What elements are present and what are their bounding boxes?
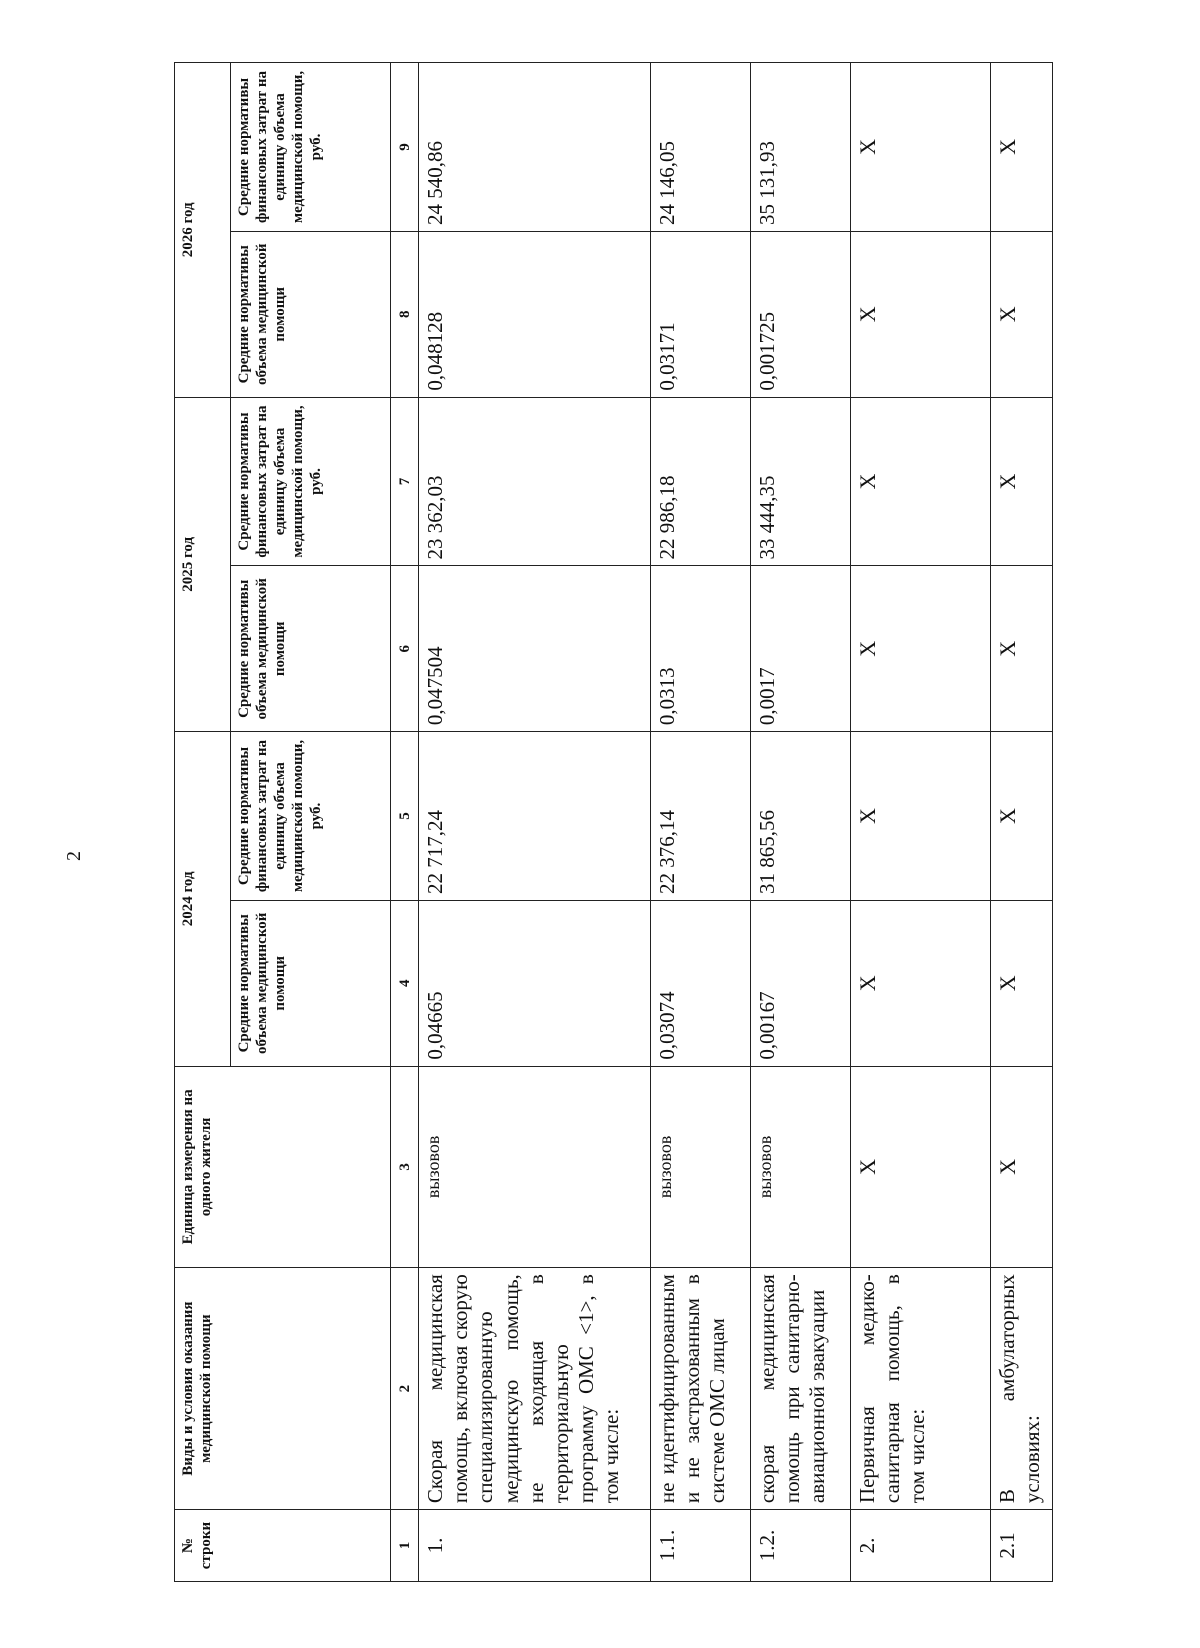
- table-row: [751, 63, 851, 1582]
- column-number: 2: [391, 1268, 419, 1510]
- header-cost-2024: Средние нормативы финансовых затрат на единицу объема медицинской помощи, руб.: [231, 732, 391, 901]
- cost-2024: X: [991, 732, 1053, 901]
- row-number: 2.: [851, 1510, 991, 1582]
- header-types: Виды и условия оказания медицинской помощи: [175, 1268, 391, 1510]
- volume-2025: 0,0313: [651, 566, 751, 732]
- cost-2025: 23 362,03: [419, 397, 651, 566]
- column-number-row: [391, 63, 419, 1582]
- volume-2026: X: [851, 231, 991, 397]
- volume-2025: X: [851, 566, 991, 732]
- volume-2025: 0,047504: [419, 566, 651, 732]
- header-volume-2026: Средние нормативы объема медицинской помощи: [231, 231, 391, 397]
- row-description: В амбулаторных условиях:: [991, 1268, 1053, 1510]
- row-unit: X: [851, 1066, 991, 1268]
- row-description: Скорая медицинская помощь, включая скорую специализированную медицинскую помощь, не входящая в территориальную программу ОМС <1>, в том числе:: [419, 1268, 651, 1510]
- volume-2024: 0,00167: [751, 900, 851, 1066]
- cost-2026: X: [991, 63, 1053, 232]
- volume-2024: 0,04665: [419, 900, 651, 1066]
- header-cost-2025: Средние нормативы финансовых затрат на единицу объема медицинской помощи, руб.: [231, 397, 391, 566]
- table-row: [851, 63, 991, 1582]
- rotated-table-container: [174, 62, 1052, 1582]
- page-number: 2: [62, 851, 85, 861]
- volume-2026: 0,03171: [651, 231, 751, 397]
- volume-2024: X: [991, 900, 1053, 1066]
- column-number: 7: [391, 397, 419, 566]
- volume-2024: 0,03074: [651, 900, 751, 1066]
- header-row-years: [175, 63, 231, 1582]
- column-number: 5: [391, 732, 419, 901]
- volume-2026: 0,001725: [751, 231, 851, 397]
- cost-2026: X: [851, 63, 991, 232]
- cost-2025: 22 986,18: [651, 397, 751, 566]
- volume-2024: X: [851, 900, 991, 1066]
- header-row-no: № строки: [175, 1510, 391, 1582]
- cost-2024: X: [851, 732, 991, 901]
- row-unit: X: [991, 1066, 1053, 1268]
- row-unit: вызовов: [751, 1066, 851, 1268]
- row-number: 2.1: [991, 1510, 1053, 1582]
- normatives-table: [174, 62, 1053, 1582]
- column-number: 6: [391, 566, 419, 732]
- column-number: 9: [391, 63, 419, 232]
- header-unit: Единица измерения на одного жителя: [175, 1066, 391, 1268]
- cost-2026: 24 540,86: [419, 63, 651, 232]
- row-unit: вызовов: [651, 1066, 751, 1268]
- header-cost-2026: Средние нормативы финансовых затрат на единицу объема медицинской помощи, руб.: [231, 63, 391, 232]
- row-description: скорая медицинская помощь при санитарно-авиационной эвакуации: [751, 1268, 851, 1510]
- cost-2026: 24 146,05: [651, 63, 751, 232]
- header-volume-2024: Средние нормативы объема медицинской помощи: [231, 900, 391, 1066]
- header-year-2025: 2025 год: [175, 397, 231, 732]
- column-number: 1: [391, 1510, 419, 1582]
- cost-2024: 31 865,56: [751, 732, 851, 901]
- cost-2024: 22 717,24: [419, 732, 651, 901]
- cost-2026: 35 131,93: [751, 63, 851, 232]
- row-number: 1.1.: [651, 1510, 751, 1582]
- volume-2025: X: [991, 566, 1053, 732]
- table-row: [419, 63, 651, 1582]
- cost-2024: 22 376,14: [651, 732, 751, 901]
- header-year-2026: 2026 год: [175, 63, 231, 398]
- table-row: [991, 63, 1053, 1582]
- cost-2025: X: [851, 397, 991, 566]
- header-year-2024: 2024 год: [175, 732, 231, 1067]
- row-number: 1.2.: [751, 1510, 851, 1582]
- row-description: не идентифицированным и не застрахованным в системе ОМС лицам: [651, 1268, 751, 1510]
- cost-2025: X: [991, 397, 1053, 566]
- volume-2026: 0,048128: [419, 231, 651, 397]
- volume-2025: 0,0017: [751, 566, 851, 732]
- row-description: Первичная медико-санитарная помощь, в том числе:: [851, 1268, 991, 1510]
- cost-2025: 33 444,35: [751, 397, 851, 566]
- column-number: 4: [391, 900, 419, 1066]
- row-number: 1.: [419, 1510, 651, 1582]
- row-unit: вызовов: [419, 1066, 651, 1268]
- volume-2026: X: [991, 231, 1053, 397]
- header-volume-2025: Средние нормативы объема медицинской помощи: [231, 566, 391, 732]
- column-number: 8: [391, 231, 419, 397]
- column-number: 3: [391, 1066, 419, 1268]
- table-row: [651, 63, 751, 1582]
